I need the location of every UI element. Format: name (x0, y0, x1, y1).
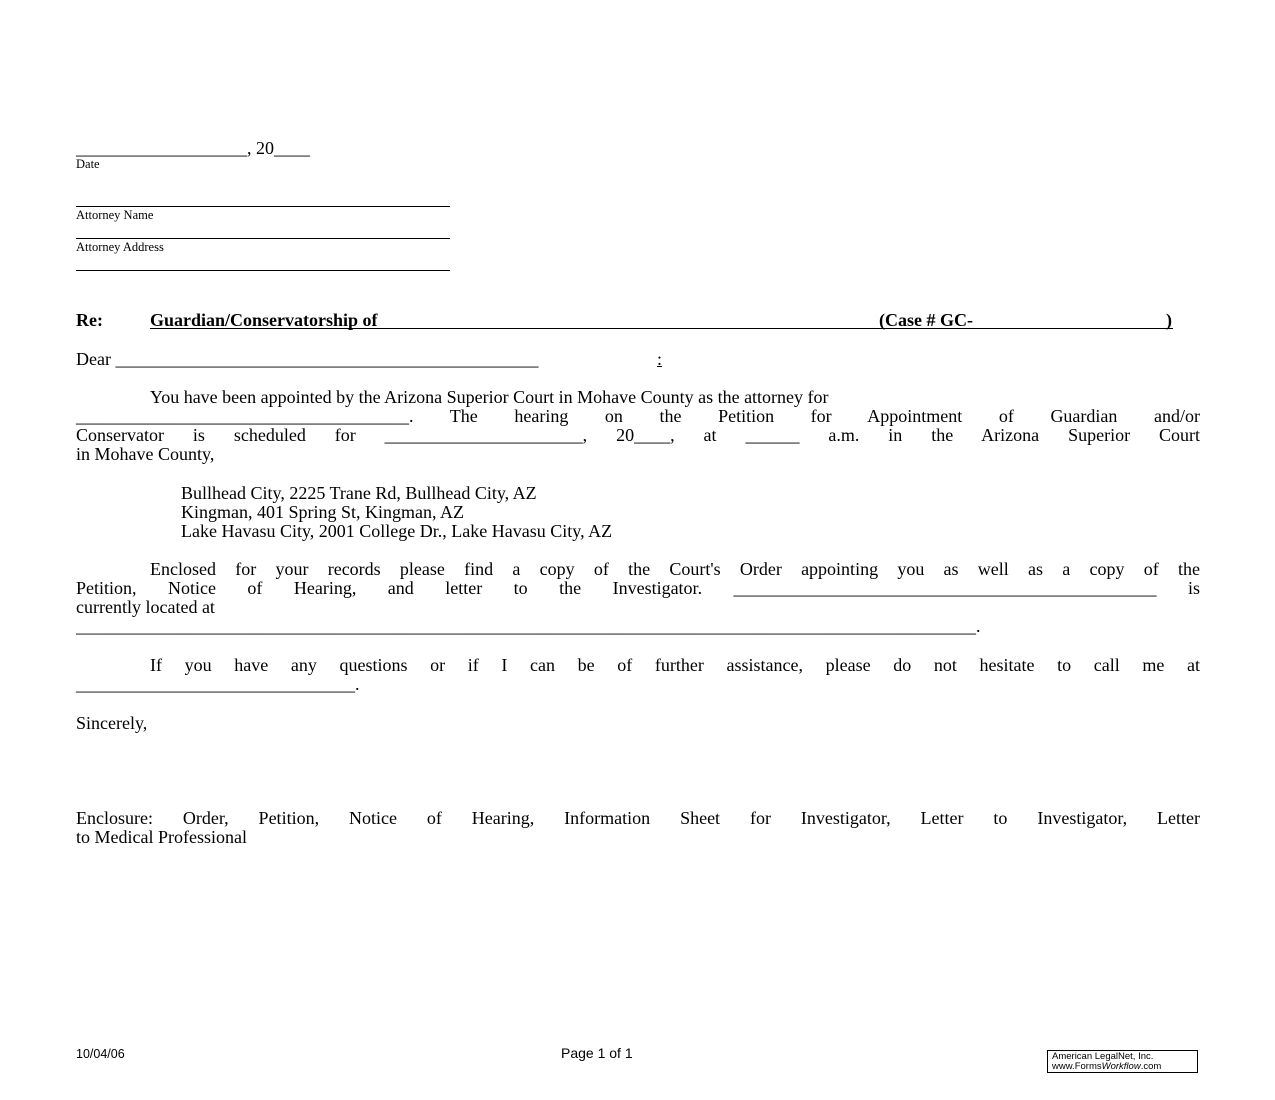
publisher-logo (1047, 1050, 1198, 1073)
footer-page-number: Page 1 of 1 (561, 1045, 633, 1061)
case-number-label: (Case # GC- (879, 310, 973, 330)
salutation-colon: : (657, 349, 663, 369)
location-lake-havasu-city: Lake Havasu City, 2001 College Dr., Lake Havasu City, AZ (181, 521, 613, 541)
publisher-name: American LegalNet, Inc. (1052, 1051, 1154, 1062)
paragraph2-line3: currently located at (76, 597, 215, 617)
enclosure-line1: Enclosure: Order, Petition, Notice of Hearing, Information Sheet for Investigator, Letter to Investigator, Letter (76, 808, 1200, 828)
paragraph3-line2: _______________________________. (76, 674, 360, 694)
date-label: Date (76, 157, 100, 171)
website-suffix: .com (1140, 1061, 1162, 1072)
paragraph1-line3: Conservator is scheduled for ______________________, 20____, at ______ a.m. in the Arizona Superior Court (76, 425, 1200, 445)
attorney-address-line-2[interactable] (76, 270, 450, 271)
website-italic: Workflow (1101, 1061, 1141, 1072)
paragraph2-line2: Petition, Notice of Hearing, and letter to the Investigator. _______________________________________________ is (76, 578, 1200, 598)
enclosure-line2: to Medical Professional (76, 827, 247, 847)
date-line: ___________________, 20____ (76, 138, 310, 158)
case-number-close: ) (1166, 310, 1172, 330)
paragraph3-line1: If you have any questions or if I can be of further assistance, please do not hesitate to call me at (150, 655, 1200, 675)
paragraph2-line1: Enclosed for your records please find a copy of the Court's Order appointing you as well as a copy of the (150, 559, 1200, 579)
paragraph2-line4: ____________________________________________________________________________________________________. (76, 617, 981, 636)
re-label: Re: (76, 310, 103, 330)
location-bullhead-city: Bullhead City, 2225 Trane Rd, Bullhead City, AZ (181, 483, 537, 503)
closing-sincerely: Sincerely, (76, 713, 148, 733)
attorney-address-line[interactable] (76, 238, 450, 239)
attorney-address-label: Attorney Address (76, 240, 164, 254)
attorney-name-label: Attorney Name (76, 208, 154, 222)
paragraph1-line4: in Mohave County, (76, 444, 215, 464)
re-subject-underline (150, 328, 1173, 329)
paragraph1-line2: _____________________________________. The hearing on the Petition for Appointment of Guardian and/or (76, 406, 1200, 426)
website-prefix: www.Forms (1052, 1061, 1102, 1072)
re-subject: Guardian/Conservatorship of (150, 310, 378, 330)
location-kingman: Kingman, 401 Spring St, Kingman, AZ (181, 502, 464, 522)
publisher-website[interactable] (1052, 1062, 1197, 1072)
paragraph1-line1: You have been appointed by the Arizona Superior Court in Mohave County as the attorney for (150, 387, 829, 407)
footer-form-date: 10/04/06 (76, 1047, 125, 1061)
salutation-dear: Dear _______________________________________________ (76, 349, 539, 369)
attorney-name-line[interactable] (76, 206, 450, 207)
